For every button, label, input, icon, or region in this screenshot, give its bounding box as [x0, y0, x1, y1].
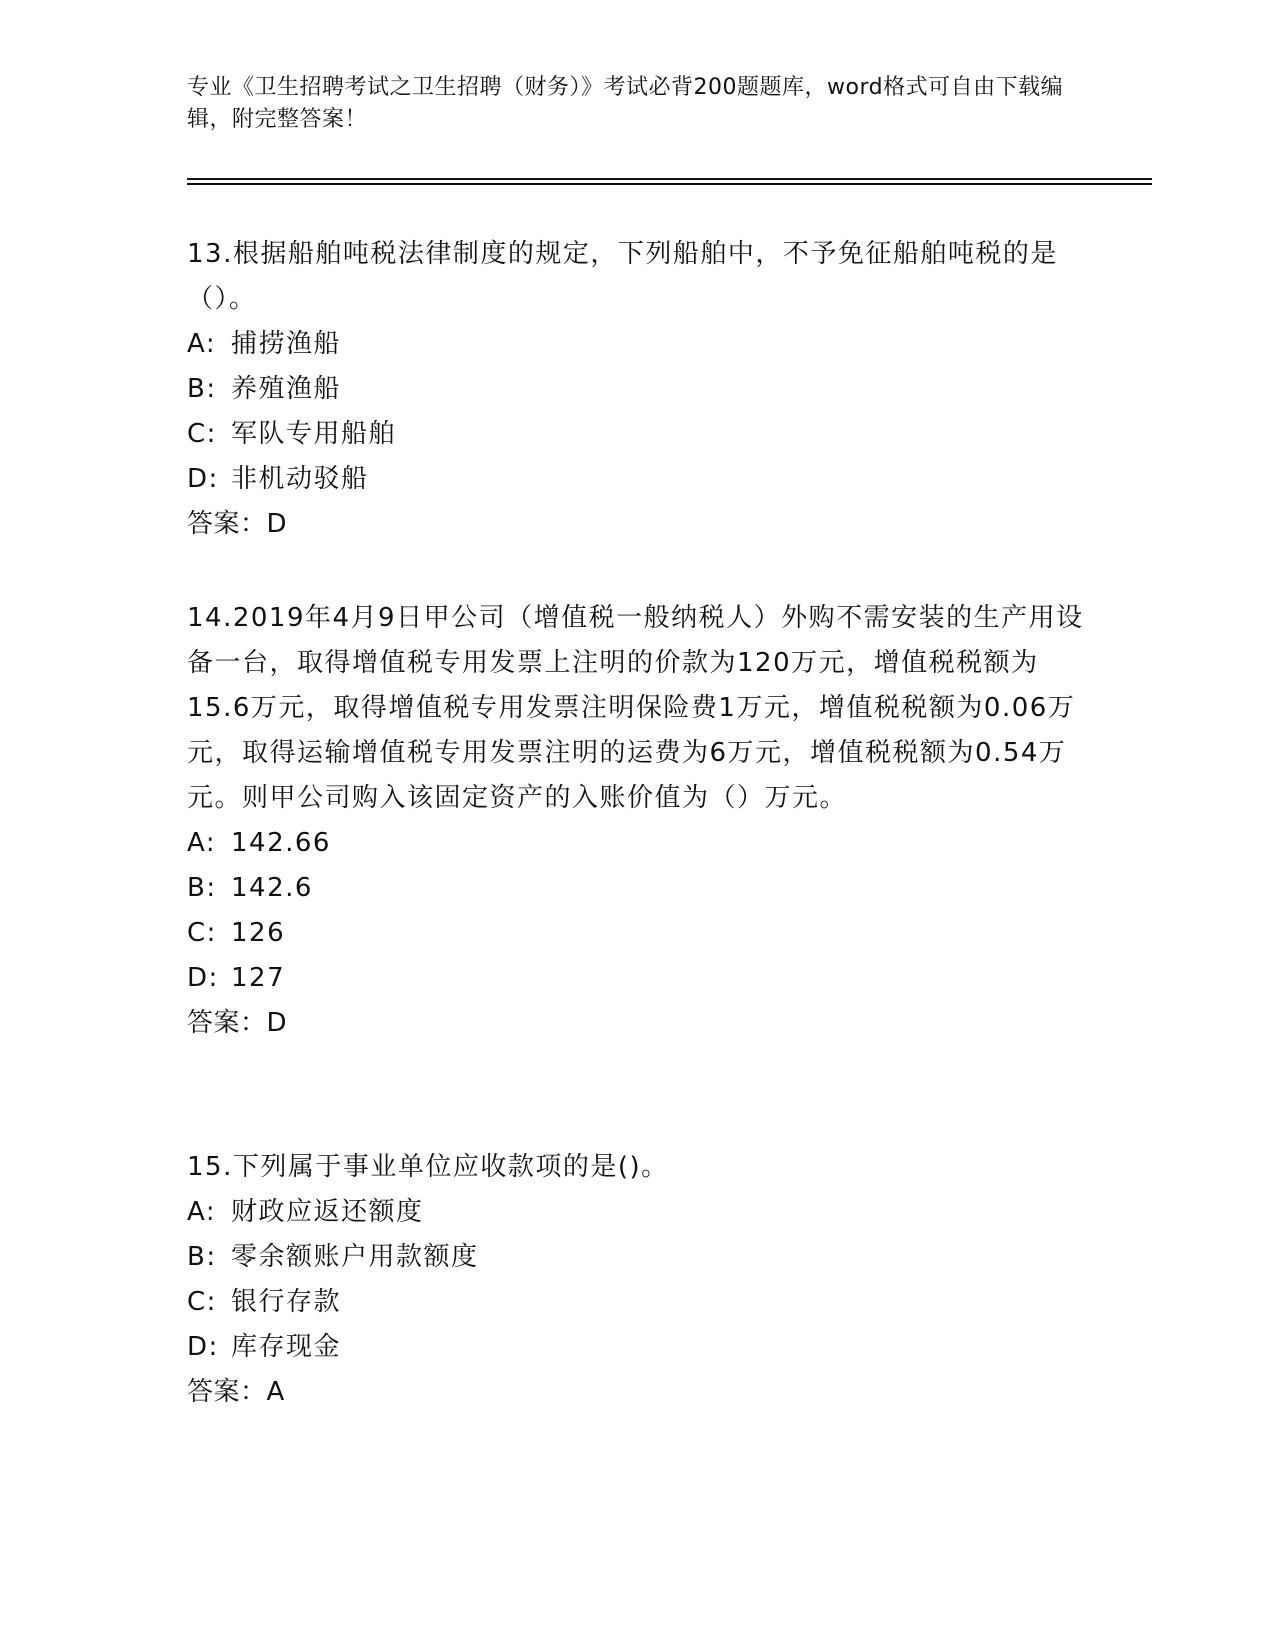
option-a: [187, 322, 1087, 367]
option-text: 零余额账户用款额度: [231, 1242, 479, 1272]
option-text: 养殖渔船: [231, 374, 342, 404]
option-text: 126: [231, 918, 286, 948]
answer-line: 答案：D: [187, 509, 288, 539]
answer-line: 答案：D: [187, 1008, 288, 1038]
option-c: [187, 412, 1087, 457]
option-text: 财政应返还额度: [231, 1197, 424, 1227]
option-letter: A:: [187, 329, 217, 359]
option-letter: B:: [187, 374, 217, 404]
option-letter: C:: [187, 1287, 217, 1317]
option-c: [187, 1280, 1087, 1325]
option-d: [187, 956, 1087, 1001]
option-letter: C:: [187, 918, 217, 948]
option-text: 银行存款: [231, 1287, 342, 1317]
option-text: 142.6: [231, 873, 313, 903]
option-c: [187, 911, 1087, 956]
option-letter: A:: [187, 1197, 217, 1227]
header-divider-bottom: [187, 183, 1152, 185]
question-stem: 13.根据船舶吨税法律制度的规定，下列船舶中，不予免征船舶吨税的是（）。: [187, 239, 1058, 314]
option-letter: D:: [187, 963, 219, 993]
header-divider-top: [187, 178, 1152, 180]
option-text: 库存现金: [231, 1332, 342, 1362]
question-14: [187, 596, 1087, 1046]
option-text: 142.66: [231, 828, 331, 858]
question-13: [187, 232, 1087, 547]
option-a: [187, 821, 1087, 866]
answer-line: 答案：A: [187, 1377, 285, 1407]
document-header: 专业《卫生招聘考试之卫生招聘（财务）》考试必背200题题库，word格式可自由下载编辑，附完整答案！: [187, 75, 1064, 132]
option-text: 捕捞渔船: [231, 329, 342, 359]
option-letter: B:: [187, 873, 217, 903]
option-letter: D:: [187, 464, 219, 494]
option-text: 军队专用船舶: [231, 419, 397, 449]
question-stem: 15.下列属于事业单位应收款项的是()。: [187, 1152, 669, 1182]
option-d: [187, 1325, 1087, 1370]
option-letter: B:: [187, 1242, 217, 1272]
option-letter: C:: [187, 419, 217, 449]
option-b: [187, 1235, 1087, 1280]
option-letter: A:: [187, 828, 217, 858]
question-15: [187, 1145, 1087, 1415]
option-letter: D:: [187, 1332, 219, 1362]
option-text: 127: [231, 963, 286, 993]
option-b: [187, 866, 1087, 911]
option-text: 非机动驳船: [231, 464, 369, 494]
question-stem: 14.2019年4月9日甲公司（增值税一般纳税人）外购不需安装的生产用设备一台，取得增值税专用发票上注明的价款为120万元，增值税税额为15.6万元，取得增值税专用发票注明保险费1万元，增值税税额为0.06万元，取得运输增值税专用发票注明的运费为6万元，增值税税额为0.54万元。则甲公司购入该固定资产的入账价值为（）万元。: [187, 603, 1084, 813]
option-b: [187, 367, 1087, 412]
option-a: [187, 1190, 1087, 1235]
option-d: [187, 457, 1087, 502]
